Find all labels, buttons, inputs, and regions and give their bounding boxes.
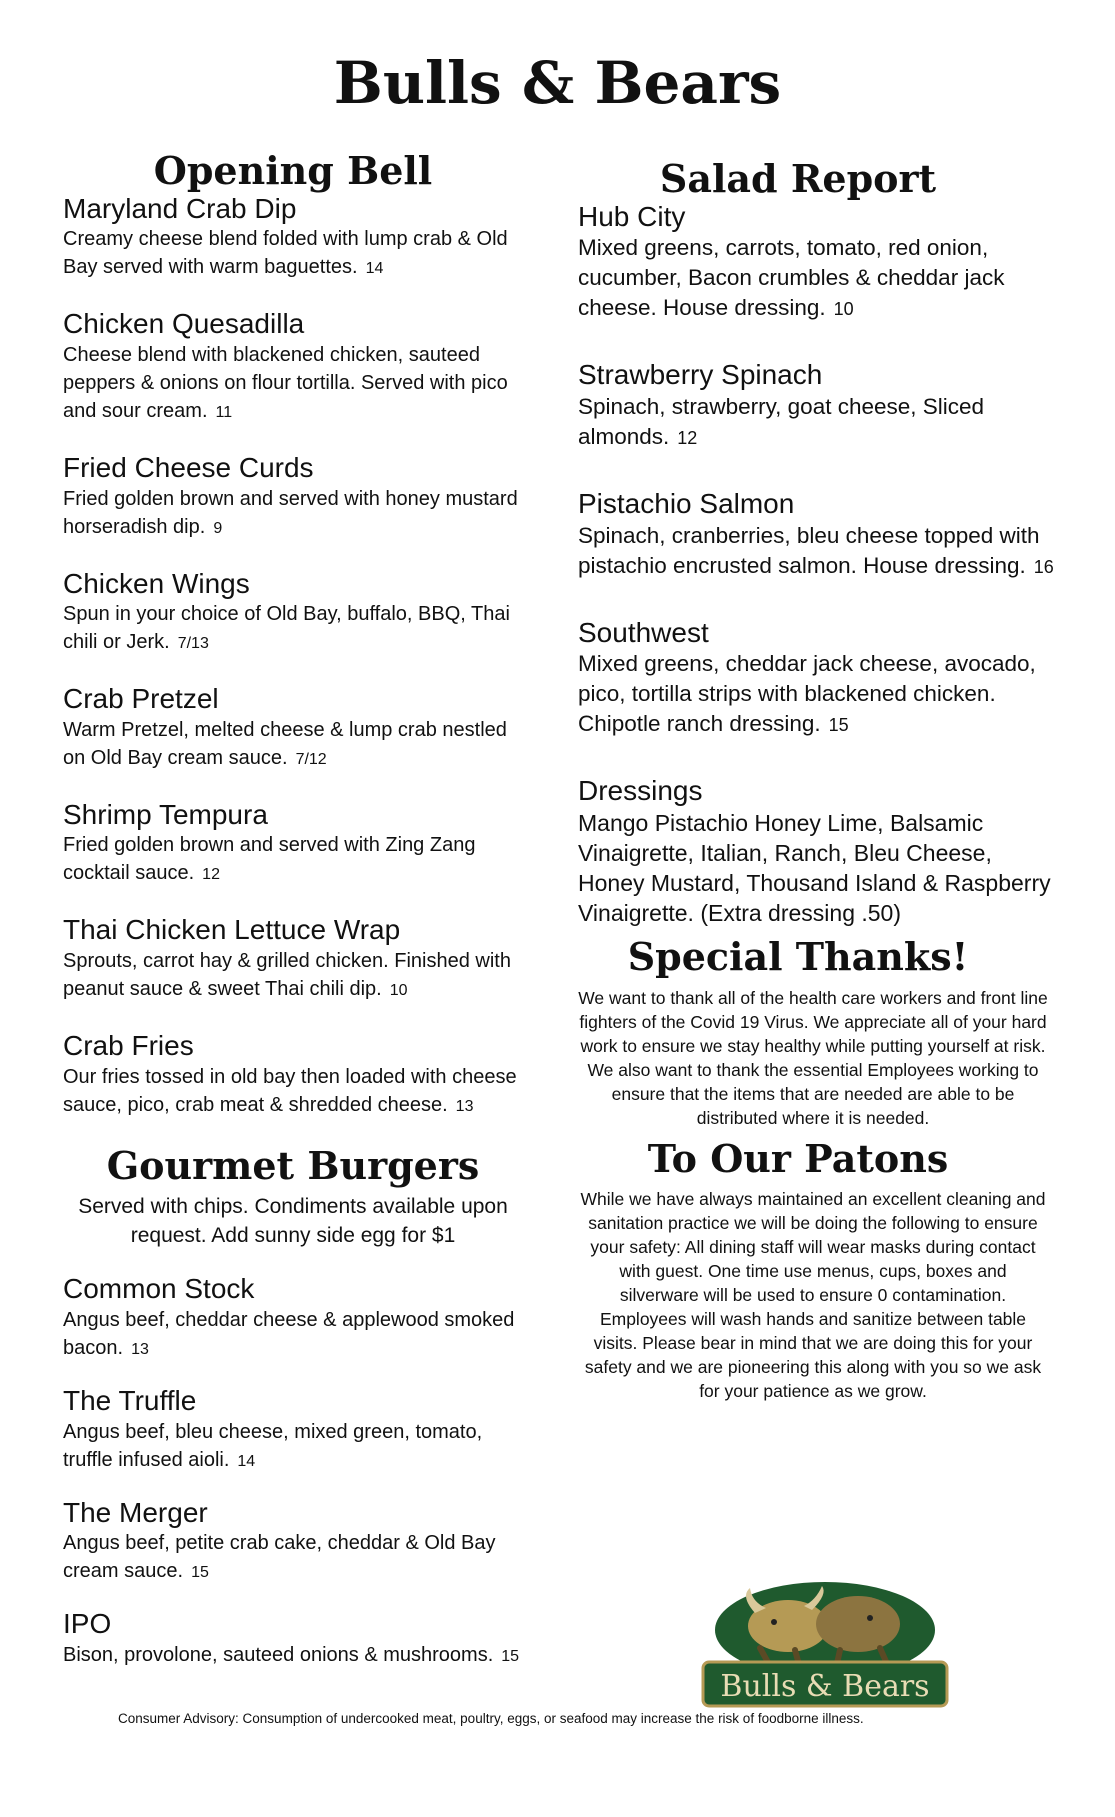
item-price: 15: [191, 1564, 209, 1582]
item-name: Crab Fries: [63, 1029, 194, 1061]
dressings-list: Mango Pistachio Honey Lime, Balsamic Vinaigrette, Italian, Ranch, Bleu Cheese, Honey Mustard, Thousand Island & Raspberry Vinaigrette. (Extra dressing .50): [578, 809, 1051, 926]
logo-text: Bulls & Bears: [720, 1669, 930, 1704]
item-name: Maryland Crab Dip: [63, 192, 297, 224]
opening-bell-heading: Opening Bell: [153, 148, 433, 193]
item-price: 12: [677, 427, 698, 448]
menu-item: [578, 616, 1058, 741]
special-thanks-heading: Special Thanks!: [627, 933, 969, 979]
item-description: [63, 831, 533, 889]
item-price: 15: [828, 715, 849, 736]
right-column: [578, 158, 1058, 1403]
menu-title: Bulls & Bears: [333, 49, 782, 117]
item-description: [63, 1529, 533, 1587]
menu-item: [63, 307, 533, 427]
item-price: 13: [455, 1097, 474, 1115]
item-name: Pistachio Salmon: [578, 487, 795, 519]
item-description-text: Fried golden brown and served with Zing Zang cocktail sauce.: [63, 834, 476, 885]
menu-item: [63, 1384, 533, 1476]
item-name: The Truffle: [63, 1384, 197, 1416]
item-price: 15: [501, 1647, 520, 1665]
item-name: Chicken Quesadilla: [63, 308, 305, 340]
item-description-text: Mixed greens, carrots, tomato, red onion, cucumber, Bacon crumbles & cheddar jack cheese. House dressing.: [578, 235, 1005, 321]
item-name: Thai Chicken Lettuce Wrap: [63, 914, 401, 946]
item-name: Chicken Wings: [63, 567, 250, 599]
item-name: Shrimp Tempura: [63, 798, 268, 830]
menu-item: [63, 1607, 533, 1671]
item-description: [578, 521, 1058, 582]
item-description-text: Warm Pretzel, melted cheese & lump crab nestled on Old Bay cream sauce.: [63, 718, 507, 769]
item-description-text: Cheese blend with blackened chicken, sauteed peppers & onions on flour tortilla. Served with pico and sour cream.: [63, 343, 508, 422]
item-price: 10: [833, 299, 854, 320]
item-name: Fried Cheese Curds: [63, 451, 314, 483]
menu-item: [63, 451, 533, 543]
menu-item: [63, 682, 533, 774]
item-price: 7/12: [295, 750, 327, 768]
item-price: 12: [202, 866, 220, 884]
menu-item: [578, 358, 1058, 453]
item-description: [63, 1063, 533, 1121]
bulls-bears-logo: [700, 1578, 950, 1710]
item-description-text: Spun in your choice of Old Bay, buffalo, BBQ, Thai chili or Jerk.: [63, 603, 510, 654]
item-description-text: Angus beef, petite crab cake, cheddar & Old Bay cream sauce.: [63, 1532, 496, 1583]
item-description-text: Fried golden brown and served with honey mustard horseradish dip.: [63, 487, 518, 538]
item-description: [63, 947, 533, 1005]
item-name: The Merger: [63, 1496, 208, 1528]
item-description-text: Angus beef, bleu cheese, mixed green, tomato, truffle infused aioli.: [63, 1420, 483, 1471]
item-price: 14: [237, 1452, 256, 1470]
item-description-text: Mixed greens, cheddar jack cheese, avocado, pico, tortilla strips with blackened chicken. Chipotle ranch dressing.: [578, 651, 1036, 737]
item-description: [578, 649, 1058, 740]
item-price: 7/13: [177, 635, 209, 653]
item-description: [63, 1418, 533, 1476]
consumer-advisory: Consumer Advisory: Consumption of undercooked meat, poultry, eggs, or seafood may increase the risk of foodborne illness.: [118, 1711, 864, 1726]
item-description: [63, 341, 533, 427]
gourmet-burgers-heading: Gourmet Burgers: [106, 1142, 480, 1188]
dressings-title: Dressings: [578, 775, 703, 807]
salad-report-heading: Salad Report: [659, 156, 937, 201]
item-price: 9: [213, 519, 223, 537]
menu-item: [63, 192, 533, 284]
item-price: 13: [131, 1340, 149, 1358]
item-description-text: Sprouts, carrot hay & grilled chicken. Finished with peanut sauce & sweet Thai chili dip.: [63, 949, 511, 1000]
item-price: 16: [1033, 556, 1054, 577]
menu-item: [63, 913, 533, 1005]
item-description-text: Angus beef, cheddar cheese & applewood smoked bacon.: [63, 1308, 515, 1359]
item-name: Southwest: [578, 616, 709, 648]
item-name: Hub City: [578, 200, 686, 232]
item-description: [63, 1306, 533, 1364]
special-thanks-body: We want to thank all of the health care workers and front line fighters of the Covid 19 Virus. We appreciate all of your hard work to ensure we stay healthy while putting yourself at risk. We also want to thank the essential Employees working to ensure that the items that are needed are able to be distributed where it is needed.: [578, 987, 1048, 1128]
item-description-text: Spinach, strawberry, goat cheese, Sliced almonds.: [578, 393, 985, 449]
item-name: Crab Pretzel: [63, 683, 219, 715]
item-description: [63, 225, 533, 283]
item-description-text: Creamy cheese blend folded with lump crab & Old Bay served with warm baguettes.: [63, 228, 508, 279]
menu-item: [63, 567, 533, 659]
item-description: [63, 1641, 533, 1671]
item-description-text: Bison, provolone, sauteed onions & mushrooms.: [63, 1643, 494, 1666]
patrons-body: While we have always maintained an excellent cleaning and sanitation practice we will be doing the following to ensure your safety: All dining staff will wear masks during contact with guest. One time use menus, cups, boxes and silverware will be used to ensure 0 contamination. Employees will wash hands and sanitize between table visits. Please bear in mind that we are doing this for your safety and we are pioneering this along with you so we ask for your patience as we grow.: [580, 1189, 1046, 1402]
burgers-note: Served with chips. Condiments available upon request. Add sunny side egg for $1: [78, 1195, 508, 1248]
item-description-text: Spinach, cranberries, bleu cheese topped with pistachio encrusted salmon. House dressing.: [578, 522, 1040, 578]
item-name: IPO: [63, 1608, 112, 1640]
item-description: [63, 485, 533, 543]
item-price: 10: [389, 981, 408, 999]
menu-item: [63, 1029, 533, 1121]
item-description: [63, 716, 533, 774]
item-description: [578, 233, 1058, 324]
patrons-heading: To Our Patons: [647, 1135, 949, 1181]
menu-item: [63, 1496, 533, 1588]
menu-item: [63, 1272, 533, 1364]
item-price: 14: [365, 260, 384, 278]
item-description: [578, 392, 1058, 453]
item-description-text: Our fries tossed in old bay then loaded with cheese sauce, pico, crab meat & shredded cheese.: [63, 1065, 517, 1116]
item-name: Strawberry Spinach: [578, 359, 823, 391]
item-description: [63, 600, 533, 658]
dressings-block: [578, 774, 1058, 928]
menu-item: [63, 798, 533, 890]
menu-item: [578, 200, 1058, 325]
left-column: [63, 150, 533, 1691]
menu-item: [578, 487, 1058, 582]
item-price: 11: [215, 403, 233, 421]
item-name: Common Stock: [63, 1273, 255, 1305]
